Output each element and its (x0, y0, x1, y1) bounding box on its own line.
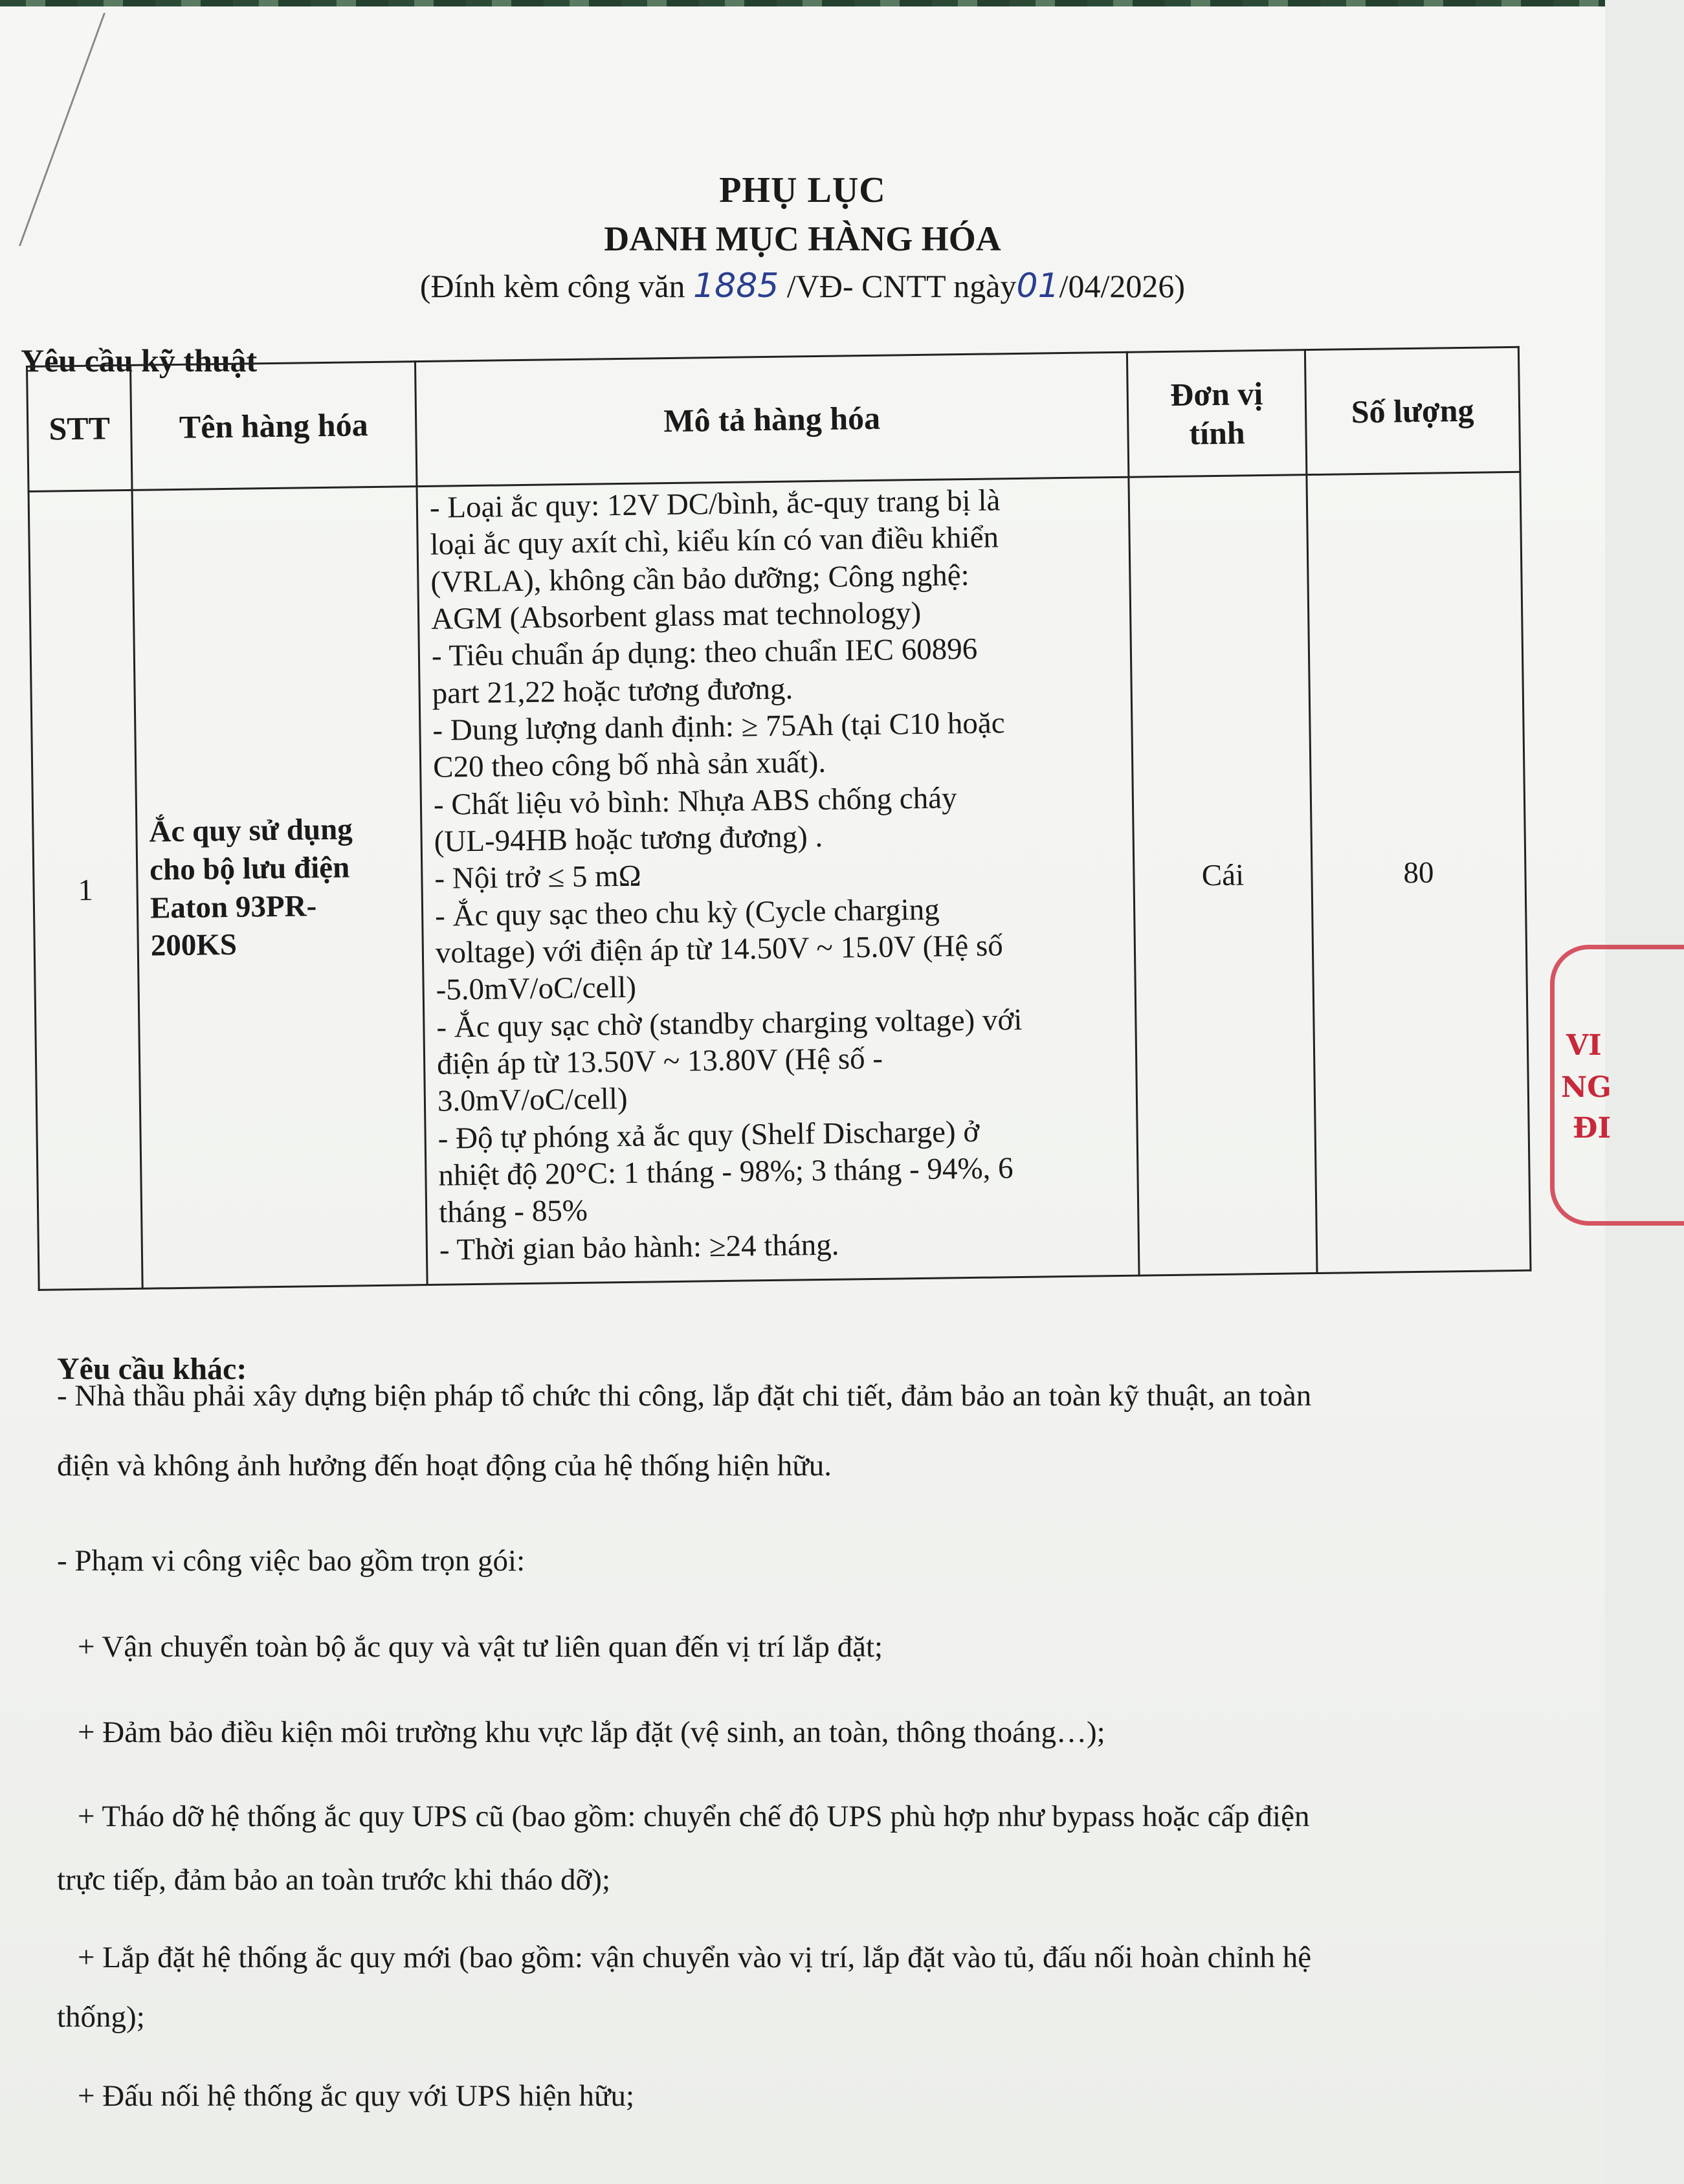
name-line: Eaton 93PR- (150, 888, 317, 925)
other-line: trực tiếp, đảm bảo an toàn trước khi tháo dỡ); (57, 1863, 611, 1897)
section-technical-title: Yêu cầu kỹ thuật (21, 342, 258, 379)
other-line: + Vận chuyển toàn bộ ắc quy và vật tư liên quan đến vị trí lắp đặt; (78, 1630, 883, 1664)
desc-line: - Tiêu chuẩn áp dụng: theo chuẩn IEC 60896 (431, 632, 978, 674)
desc-line: - Chất liệu vỏ bình: Nhựa ABS chống cháy (433, 780, 957, 822)
desc-line: - Dung lượng danh định: ≥ 75Ah (tại C10 hoặc (432, 706, 1005, 747)
other-line: + Tháo dỡ hệ thống ắc quy UPS cũ (bao gồm: chuyển chế độ UPS phù hợp như bypass hoặc cấp điện (78, 1800, 1310, 1833)
desc-line: - Loại ắc quy: 12V DC/bình, ắc-quy trang bị là (429, 483, 1001, 525)
desc-line: C20 theo công bố nhà sản xuất). (432, 745, 826, 785)
header-unit-line1: Đơn vị (1169, 375, 1263, 413)
header-unit-line2: tính (1189, 414, 1245, 452)
other-line: + Đảm bảo điều kiện môi trường khu vực lắp đặt (vệ sinh, an toàn, thông thoáng…); (78, 1715, 1105, 1749)
desc-line: nhiệt độ 20°C: 1 tháng - 98%; 3 tháng - 94%, 6 (438, 1151, 1014, 1193)
goods-table (26, 346, 1532, 1291)
stamp-text-line: VI (1566, 1029, 1602, 1062)
attachment-mid: /VĐ- CNTT ngày (779, 268, 1017, 304)
handwritten-day: 01 (1016, 267, 1059, 305)
document-title: PHỤ LỤC (719, 170, 886, 210)
other-line: thống); (57, 2000, 145, 2034)
other-line: + Lắp đặt hệ thống ắc quy mới (bao gồm: vận chuyển vào vị trí, lắp đặt vào tủ, đấu nối hoàn chỉnh hệ (78, 1941, 1312, 1974)
cell-name (132, 487, 427, 1289)
desc-line: - Nội trở ≤ 5 mΩ (434, 859, 641, 896)
header-name: Tên hàng hóa (131, 362, 417, 491)
desc-line: -5.0mV/oC/cell) (436, 971, 637, 1008)
document-subtitle: DANH MỤC HÀNG HÓA (604, 219, 1001, 258)
section-other-title: Yêu cầu khác: (57, 1352, 247, 1386)
desc-line: (VRLA), không cần bảo dưỡng; Công nghệ: (430, 558, 969, 599)
desc-line: 3.0mV/oC/cell) (437, 1082, 628, 1119)
desc-line: - Ắc quy sạc chờ (standby charging voltage) với (436, 1002, 1023, 1044)
desc-line: loại ắc quy axít chì, kiểu kín có van điều khiển (430, 520, 999, 562)
stamp-text-line: NG (1561, 1071, 1612, 1104)
table-header-row (27, 347, 1520, 491)
attachment-date-suffix: /04/2026) (1059, 268, 1186, 304)
other-line: điện và không ảnh hưởng đến hoạt động của hệ thống hiện hữu. (57, 1449, 832, 1483)
name-line: Ắc quy sử dụng (149, 812, 353, 849)
cell-stt: 1 (28, 490, 142, 1290)
name-line: cho bộ lưu điện (149, 850, 350, 887)
header-stt: STT (27, 365, 133, 491)
handwritten-doc-number: 1885 (693, 267, 779, 305)
attachment-line (0, 267, 1605, 305)
cell-qty: 80 (1307, 472, 1531, 1273)
desc-line: điện áp từ 13.50V ~ 13.80V (Hệ số - (436, 1041, 883, 1081)
attachment-prefix: (Đính kèm công văn (419, 268, 694, 304)
desc-line: voltage) với điện áp từ 14.50V ~ 15.0V (Hệ số (435, 929, 1004, 970)
name-line: 200KS (150, 928, 238, 963)
cell-description (417, 477, 1139, 1285)
desc-line: - Độ tự phóng xả ắc quy (Shelf Discharge) ở (438, 1114, 980, 1156)
header-desc: Mô tả hàng hóa (415, 352, 1128, 486)
other-line: + Đấu nối hệ thống ắc quy với UPS hiện hữu; (78, 2079, 635, 2113)
other-line: - Phạm vi công việc bao gồm trọn gói: (57, 1544, 526, 1578)
stamp-text-line: ĐI (1573, 1112, 1612, 1145)
desc-line: - Ắc quy sạc theo chu kỳ (Cycle charging (434, 892, 940, 933)
desc-line: tháng - 85% (438, 1193, 588, 1230)
desc-line: (UL-94HB hoặc tương đương) . (434, 819, 823, 859)
table-row (28, 472, 1531, 1290)
header-unit (1127, 350, 1307, 478)
other-line: - Nhà thầu phải xây dựng biện pháp tổ chức thi công, lắp đặt chi tiết, đảm bảo an toàn kỹ thuật, an toàn (57, 1379, 1312, 1413)
desc-line: AGM (Absorbent glass mat technology) (430, 595, 922, 636)
desc-line: part 21,22 hoặc tương đương. (432, 672, 793, 711)
cell-unit: Cái (1129, 475, 1317, 1275)
desc-line: - Thời gian bảo hành: ≥24 tháng. (439, 1228, 839, 1267)
header-qty: Số lượng (1305, 347, 1520, 474)
